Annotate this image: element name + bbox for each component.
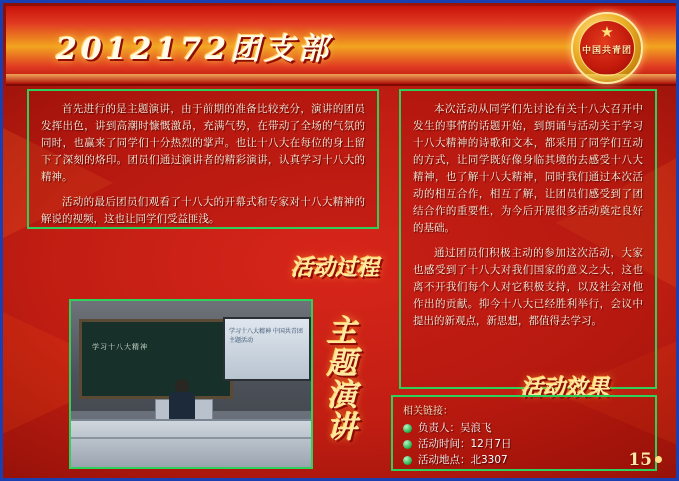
emblem-label: 中国共青团: [581, 46, 632, 56]
photo-screen-text: 学习十八大精神 中国共青团主题活动: [229, 328, 303, 344]
photo-projection-screen: [223, 317, 311, 381]
info-box-list: [403, 420, 645, 468]
classroom-presentation-photo: [69, 299, 313, 469]
star-icon: ★: [600, 23, 614, 41]
page-number: [628, 450, 662, 470]
bullet-icon: [403, 424, 412, 433]
photo-speaker-head: [175, 379, 189, 393]
youth-league-emblem-icon: [571, 12, 643, 84]
label-activity-effect: 活动效果: [521, 375, 610, 401]
page-title: 2012172团支部: [56, 32, 333, 67]
page-number-dot-icon: [655, 456, 662, 463]
photo-blackboard: [79, 319, 233, 399]
left-paragraph-1: 首先进行的是主题演讲，由于前期的准备比较充分，演讲的团员发挥出色，讲到高潮时慷慨激昂，充满气势，在带动了全场的气氛的同时，也赢来了同学们十分热烈的掌声。也让十八大在每位的身上留下了深刻的烙印。团员们通过演讲者的精彩演讲，认真学习十八大的精神。: [41, 103, 365, 183]
list-item: [403, 452, 645, 468]
page-number-value: 15: [628, 450, 652, 470]
bullet-icon: [403, 456, 412, 465]
left-paragraph-2: 活动的最后团员们观看了十八大的开幕式和专家对十八大精神的解说的视频，这也让同学们受益匪浅。: [41, 196, 365, 225]
info-box-title: 相关链接：: [403, 406, 453, 417]
info-item-time: 活动时间：12月7日: [418, 438, 512, 450]
photo-front-desk: [71, 419, 311, 467]
activity-effect-text-box: [399, 89, 657, 389]
photo-blackboard-text: 学习十八大精神: [92, 343, 148, 351]
right-paragraph-1: 本次活动从同学们先讨论有关十八大召开中发生的事情的话题开始，到朗诵与活动关于学习十八大精神的诗歌和文本，都采用了同学们互动的方式，让同学既好像身临其境的去感受十八大精神，也了解十八大精神，同时我们通过本次活动的相互合作，相互了解，让团员们感受到了团结合作的重要性，为今后开展很多活动奠定良好的基础。: [413, 103, 643, 234]
list-item: [403, 420, 645, 436]
slide-header-banner: [6, 6, 679, 86]
label-activity-process: 活动过程: [291, 255, 380, 281]
label-theme-speech: 主题演讲: [321, 315, 356, 443]
activity-process-text-box: [27, 89, 379, 229]
list-item: [403, 436, 645, 452]
right-paragraph-2: 通过团员们积极主动的参加这次活动，大家也感受到了十八大对我们国家的意义之大，这也离不开我们每个人对它积极支持，以及社会对他作出的贡献。抑今十八大已经胜利举行，会议中提出的新观点，新思想，都值得去学习。: [413, 247, 643, 327]
related-links-info-box: [391, 395, 657, 471]
info-item-leader: 负责人：吴浪飞: [418, 422, 492, 434]
bullet-icon: [403, 440, 412, 449]
info-item-location: 活动地点：北3307: [418, 454, 508, 466]
